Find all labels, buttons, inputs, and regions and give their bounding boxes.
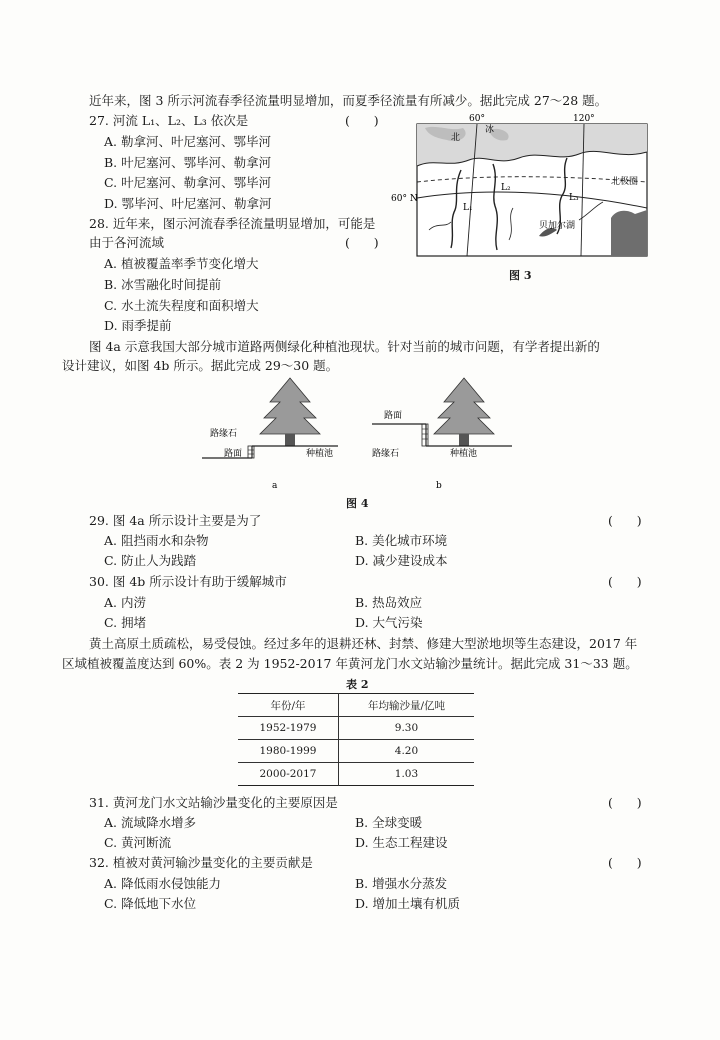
q28-option-b: B. 冰雪融化时间提前 [104,277,222,292]
q30-stem: 30. 图 4b 所示设计有助于缓解城市 [89,574,287,589]
q31-option-c: C. 黄河断流 [104,835,172,850]
q27-answer-bracket: ( ) [345,113,379,128]
fig3-lon-60-label: 60° [469,114,485,124]
q29-stem: 29. 图 4a 所示设计主要是为了 [89,513,262,528]
table-cell-value: 9.30 [338,717,474,740]
q27-option-c: C. 叶尼塞河、勒拿河、鄂毕河 [104,175,272,190]
q31-stem: 31. 黄河龙门水文站输沙量变化的主要原因是 [89,795,338,810]
fig4a-sub-label: a [272,481,278,491]
q30-option-c: C. 拥堵 [104,615,147,630]
table-row [238,740,474,763]
figure-3-map [389,110,651,260]
q27-stem: 27. 河流 L₁、L₂、L₃ 依次是 [89,113,249,128]
q30-option-b: B. 热岛效应 [355,595,423,610]
q29-option-a: A. 阻挡雨水和杂物 [104,533,209,548]
fig4b-pit-label: 种植池 [450,449,478,459]
q28-stem-line2: 由于各河流域 [89,235,165,250]
intro-paragraph-3-line1: 黄土高原土质疏松，易受侵蚀。经过多年的退耕还林、封禁、修建大型淤地坝等生态建设，2017 年 [89,636,638,651]
sediment-table [238,693,474,786]
fig4a-road-label: 路面 [224,449,243,459]
figure-3-caption: 图 3 [509,269,532,282]
table-cell-year: 1952-1979 [238,717,338,740]
intro-paragraph-3-line2: 区域植被覆盖度达到 60%。表 2 为 1952-2017 年黄河龙门水文站输沙量统计。据此完成 31～33 题。 [62,656,638,671]
q27-option-d: D. 鄂毕河、叶尼塞河、勒拿河 [104,196,272,211]
q31-option-a: A. 流域降水增多 [104,815,196,830]
table-cell-value: 4.20 [338,740,474,763]
q29-option-d: D. 减少建设成本 [355,553,448,568]
fig3-l1-label: L₁ [463,203,473,213]
fig3-baikal-label: 贝加尔湖 [539,221,576,231]
fig4b-sub-label: b [436,481,442,491]
fig3-lon-120-label: 120° [573,114,595,124]
table-header-year: 年份/年 [238,694,338,717]
table-row [238,717,474,740]
fig3-arctic-circle-label: 北极圈 [611,177,639,187]
q31-option-b: B. 全球变暖 [355,815,423,830]
q29-option-c: C. 防止人为践踏 [104,553,197,568]
q30-answer-bracket: ( ) [608,574,642,589]
q29-answer-bracket: ( ) [608,513,642,528]
q28-stem-line1: 28. 近年来，图示河流春季径流量明显增加，可能是 [89,216,376,231]
q28-option-d: D. 雨季提前 [104,318,172,333]
table-cell-year: 2000-2017 [238,763,338,786]
table-row [238,763,474,786]
figure-4-diagram [200,372,520,492]
q32-option-d: D. 增加土壤有机质 [355,896,461,911]
table-cell-year: 1980-1999 [238,740,338,763]
table-header-row [238,694,474,717]
q28-answer-bracket: ( ) [345,235,379,250]
q32-option-c: C. 降低地下水位 [104,896,197,911]
q27-option-a: A. 勒拿河、叶尼塞河、鄂毕河 [104,134,271,149]
q27-option-b: B. 叶尼塞河、鄂毕河、勒拿河 [104,155,272,170]
intro-paragraph-2-line2: 设计建议，如图 4b 所示。据此完成 29～30 题。 [62,358,339,373]
fig4b-road-label: 路面 [384,411,403,421]
fig3-lat-60n-label: 60° N [391,194,418,204]
fig4a-curb-label: 路缘石 [210,429,238,439]
fig3-l3-label: L₃ [569,193,579,203]
table-header-sediment: 年均输沙量/亿吨 [338,694,474,717]
fig4a-diagram [202,378,338,491]
fig4a-pit-label: 种植池 [306,449,334,459]
q28-option-c: C. 水土流失程度和面积增大 [104,298,259,313]
intro-paragraph-2-line1: 图 4a 示意我国大部分城市道路两侧绿化种植池现状。针对当前的城市问题，有学者提出新的 [89,339,600,354]
q32-option-a: A. 降低雨水侵蚀能力 [104,876,221,891]
q31-option-d: D. 生态工程建设 [355,835,448,850]
q32-option-b: B. 增强水分蒸发 [355,876,448,891]
table-2-caption: 表 2 [346,678,369,691]
fig3-sea-left-label: 北 [451,133,461,143]
q29-option-b: B. 美化城市环境 [355,533,448,548]
q28-option-a: A. 植被覆盖率季节变化增大 [104,256,259,271]
table-cell-value: 1.03 [338,763,474,786]
q32-stem: 32. 植被对黄河输沙量变化的主要贡献是 [89,855,313,870]
q30-option-a: A. 内涝 [104,595,146,610]
q31-answer-bracket: ( ) [608,795,642,810]
fig4b-curb-label: 路缘石 [372,449,400,459]
q32-answer-bracket: ( ) [608,855,642,870]
q30-option-d: D. 大气污染 [355,615,423,630]
fig3-l2-label: L₂ [501,183,511,193]
figure-4-caption: 图 4 [346,497,369,510]
fig4b-diagram [372,378,512,491]
intro-paragraph-1: 近年来，图 3 所示河流春季径流量明显增加，而夏季径流量有所减少。据此完成 27～28 题。 [89,93,608,108]
fig3-sea-right-label: 冰 [485,125,495,135]
